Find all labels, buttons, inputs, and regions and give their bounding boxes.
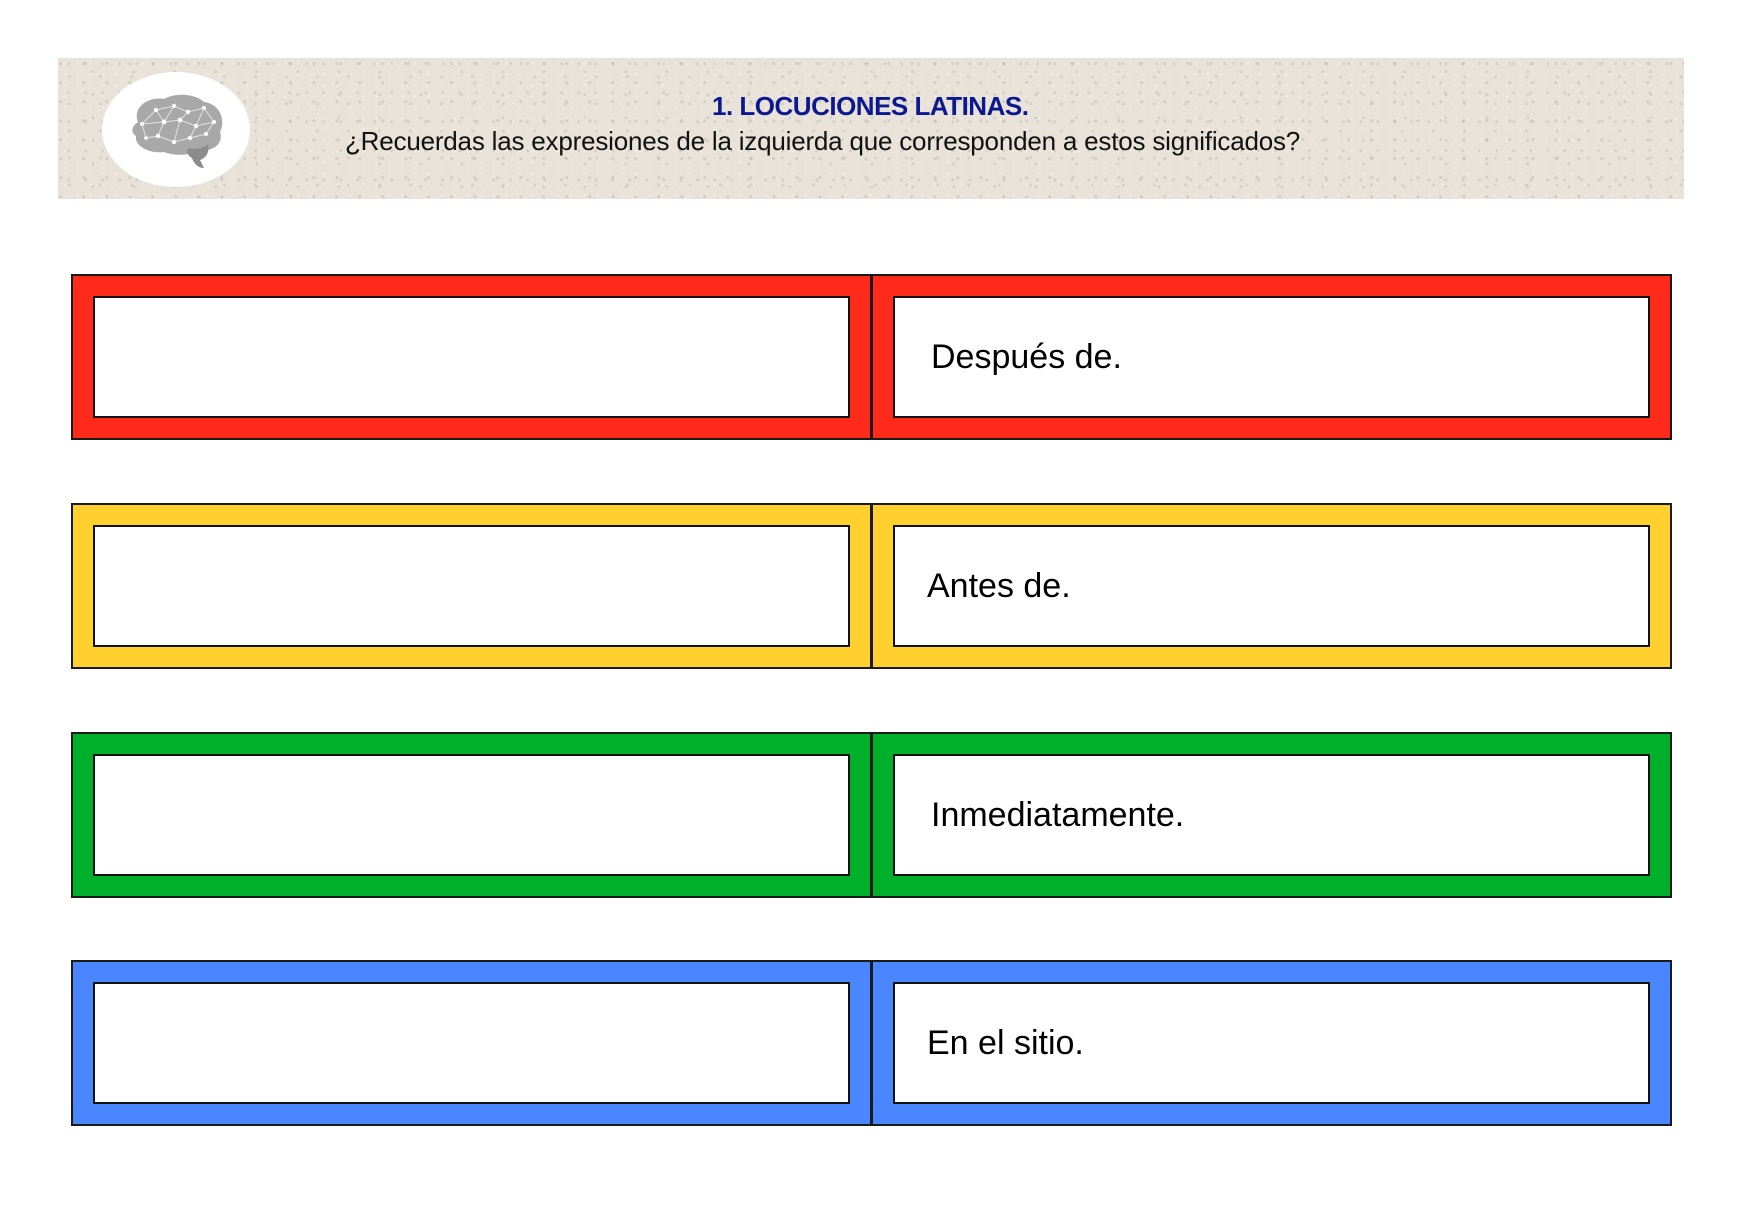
meaning-box bbox=[893, 982, 1650, 1104]
expression-box[interactable] bbox=[93, 525, 850, 647]
expression-box[interactable] bbox=[93, 982, 850, 1104]
expression-cell bbox=[71, 274, 872, 440]
expression-cell bbox=[71, 732, 872, 898]
match-row-2 bbox=[71, 503, 1672, 669]
expression-input[interactable] bbox=[95, 756, 848, 874]
brain-icon bbox=[124, 92, 228, 170]
exercise-title: 1. LOCUCIONES LATINAS. bbox=[712, 91, 1029, 121]
header-banner bbox=[58, 58, 1684, 199]
expression-box[interactable] bbox=[93, 754, 850, 876]
meaning-cell bbox=[871, 960, 1672, 1126]
meaning-box bbox=[893, 754, 1650, 876]
match-row-3 bbox=[71, 732, 1672, 898]
expression-cell bbox=[71, 960, 872, 1126]
match-row-1 bbox=[71, 274, 1672, 440]
expression-input[interactable] bbox=[95, 298, 848, 416]
expression-input[interactable] bbox=[95, 527, 848, 645]
expression-cell bbox=[71, 503, 872, 669]
meaning-box bbox=[893, 525, 1650, 647]
meaning-cell bbox=[871, 274, 1672, 440]
meaning-text: En el sitio. bbox=[927, 1023, 1084, 1062]
meaning-cell bbox=[871, 503, 1672, 669]
meaning-text: Después de. bbox=[931, 337, 1122, 376]
exercise-instructions: ¿Recuerdas las expresiones de la izquierda que corresponden a estos significados? bbox=[345, 126, 1301, 156]
meaning-text: Antes de. bbox=[927, 566, 1071, 605]
expression-input[interactable] bbox=[95, 984, 848, 1102]
logo-badge bbox=[102, 72, 250, 187]
meaning-text: Inmediatamente. bbox=[931, 795, 1185, 834]
expression-box[interactable] bbox=[93, 296, 850, 418]
match-row-4 bbox=[71, 960, 1672, 1126]
meaning-cell bbox=[871, 732, 1672, 898]
meaning-box bbox=[893, 296, 1650, 418]
